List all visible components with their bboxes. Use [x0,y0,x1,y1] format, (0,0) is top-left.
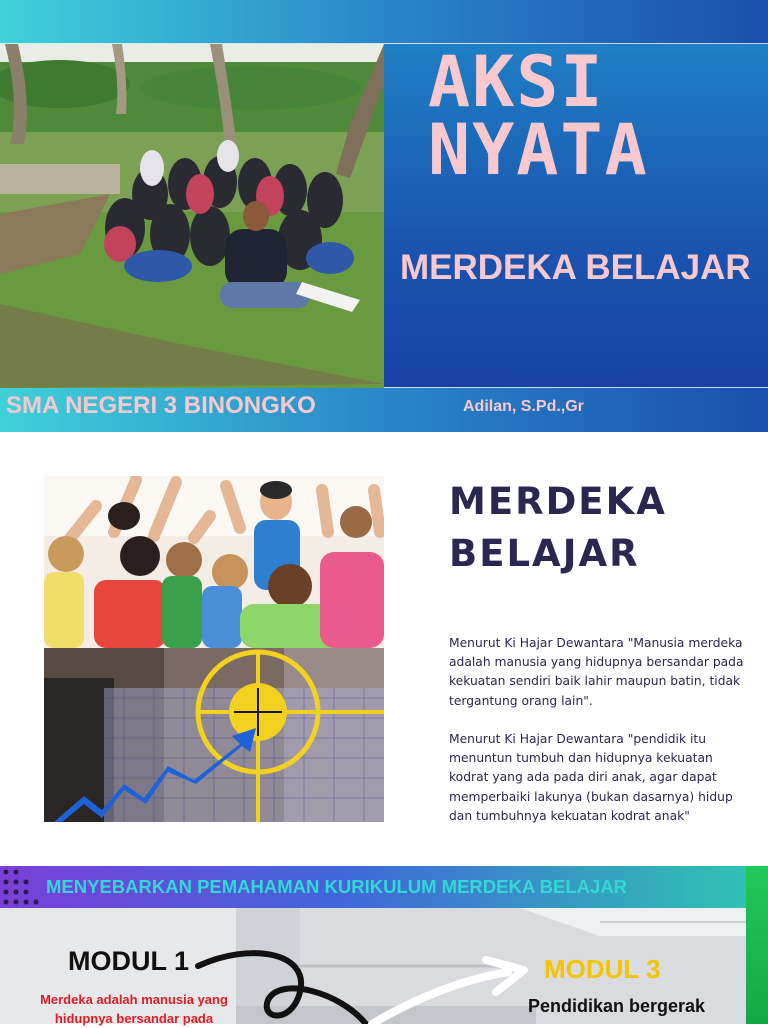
modul-1-text: Merdeka adalah manusia yang hidupnya bersandar pada [40,992,228,1026]
merdeka-belajar-title [449,476,667,580]
school-name: SMA NEGERI 3 BINONGKO [6,392,316,419]
dots-decoration-icon [0,866,44,908]
modul-3-text: Pendidikan bergerak [528,996,706,1016]
classroom-photo-illustration [44,476,384,648]
hero-title-line1: AKSI [428,41,605,123]
modul-3-title: MODUL 3 [544,954,661,984]
quote-paragraph-2: Menurut Ki Hajar Dewantara "pendidik itu menuntun tumbuh dan hidupnya kekuatan kodrat yang ada pada diri anak, agar dapat memperbaiki lakunya (bukan dasarnya) hidup dan tumbuhnya kekuatan kodrat anak" [449,732,733,823]
modul-1-title: MODUL 1 [68,946,190,976]
merdeka-title-line2: BELAJAR [449,532,640,575]
merdeka-title-line1: MERDEKA [449,480,667,523]
target-growth-photo [44,648,384,822]
group-photo [0,44,384,388]
hero-subtitle: MERDEKA BELAJAR [400,248,751,287]
classroom-photo [44,476,384,648]
green-accent-strip [746,866,768,1024]
hero-title [428,41,649,191]
target-growth-illustration [44,648,384,822]
author-name: Adilan, S.Pd.,Gr [463,398,584,415]
group-photo-illustration [0,44,384,388]
kurikulum-heading: MENYEBARKAN PEMAHAMAN KURIKULUM MERDEKA BELAJAR [46,876,628,897]
quote-paragraph-1: Menurut Ki Hajar Dewantara "Manusia merdeka adalah manusia yang hidupnya bersandar pada kekuatan sendiri baik lahir maupun batin, tidak tergantung orang lain". [449,636,744,708]
hero-title-line2: NYATA [428,109,649,191]
curved-arrows-icon [190,940,540,1024]
